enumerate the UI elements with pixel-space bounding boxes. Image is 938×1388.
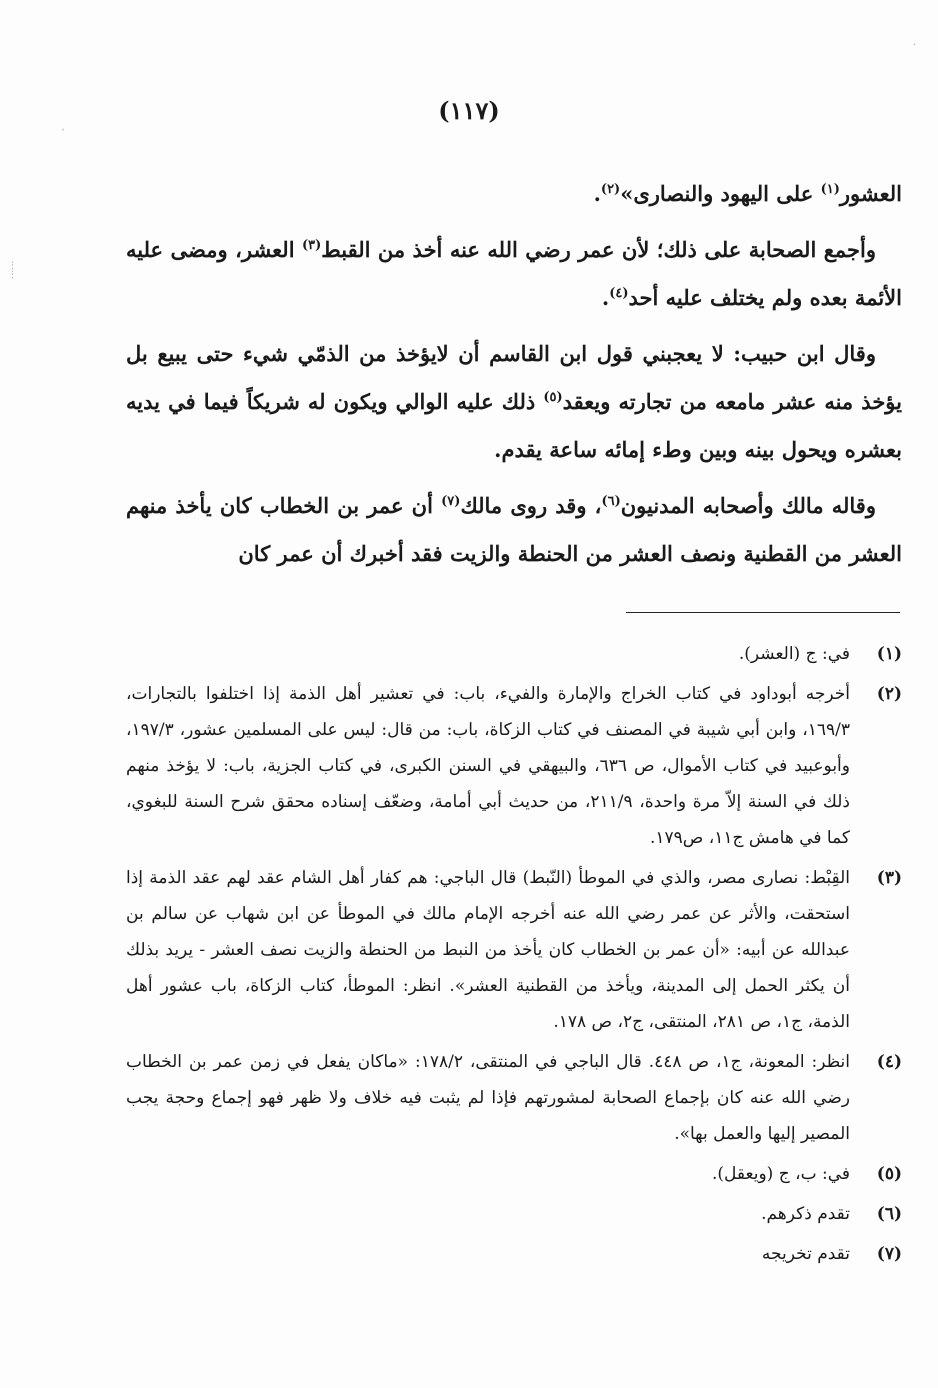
footnote-number: (٧): [876, 1244, 902, 1264]
footnote-ref-7[interactable]: (٧): [441, 494, 461, 509]
text-run: ذلك عليه الوالي ويكون له شريكاً فيما في يديه بعشره ويحول بينه وبين وطء إمائه ساعة يقدم.: [126, 389, 902, 462]
footnote-5: [126, 1156, 902, 1192]
footnote-2: [126, 676, 902, 856]
paragraph-3: [126, 330, 902, 474]
paragraph-2: [126, 226, 902, 322]
scan-margin-marks: ⋮ ⋮: [8, 261, 17, 280]
footnote-number: (١): [876, 644, 902, 664]
footnote-7: [126, 1236, 902, 1272]
footnote-ref-1[interactable]: (١): [820, 182, 840, 197]
footnote-6: [126, 1196, 902, 1232]
footnote-text: القِبْط: نصارى مصر، والذي في الموطأ (النّبط) قال الباجي: هم كفار أهل الشام عقد لهم عقد الذمة إذا استحقت، والأثر عن عمر رضي الله عنه أخرجه الإمام مالك في الموطأ عن ابن شهاب عن سالم بن عبدالله عن أبيه: «أن عمر بن الخطاب كان يأخذ من النبط من الحنطة والزيت نصف العشر - يريد بذلك أن يكثر الحمل إلى المدينة، ويأخذ من القطنية العشر». انظر: الموطأ، كتاب الزكاة، باب عشور أهل الذمة، ج١، ص ٢٨١، المنتقى، ج٢، ص ١٧٨.: [126, 868, 850, 1032]
footnote-text: أخرجه أبوداود في كتاب الخراج والإمارة والفيء، باب: في تعشير أهل الذمة إذا اختلفوا بالتجارات، ١٦٩/٣، وابن أبي شيبة في المصنف في كتاب الزكاة، باب: من قال: ليس على المسلمين عشور، ١٩٧/٣، وأبوعبيد في كتاب الأموال، ص ٦٣٦، والبيهقي في السنن الكبرى، في كتاب الجزية، باب: لا يؤخذ منهم ذلك في السنة إلاّ مرة واحدة، ٢١١/٩، من حديث أبي أمامة، وضعّف إسناده محقق شرح السنة للبغوي، كما في هامش ج١١، ص١٧٩.: [126, 684, 850, 848]
footnote-number: (٦): [876, 1204, 902, 1224]
footnote-text: تقدم ذكرهم.: [761, 1204, 850, 1224]
footnote-separator: [626, 612, 900, 613]
text-run: العشور: [839, 181, 902, 206]
footnotes-section: [126, 636, 902, 1276]
footnote-3: [126, 860, 902, 1040]
footnote-number: (٢): [876, 684, 902, 704]
text-run: وقال ابن حبيب: لا يعجبني قول ابن القاسم أن لايؤخذ من الذمّي شيء حتى يبيع بل يؤخذ منه عشر مامعه من تجارته ويعقد: [126, 341, 902, 414]
footnote-ref-3[interactable]: (٣): [302, 238, 322, 253]
footnote-4: [126, 1044, 902, 1152]
footnote-ref-4[interactable]: (٤): [609, 286, 629, 301]
footnote-ref-6[interactable]: (٦): [601, 494, 621, 509]
scan-speck: ˏ: [60, 120, 65, 131]
paragraph-4: [126, 482, 902, 578]
text-run: أن عمر بن الخطاب كان يأخذ منهم العشر من القطنية ونصف العشر من الحنطة والزيت فقد أخبرك أن عمر كان: [126, 493, 902, 566]
text-run: .: [593, 181, 601, 206]
main-text: [126, 170, 902, 586]
footnote-1: [126, 636, 902, 672]
text-run: ، وقد روى مالك: [460, 493, 602, 518]
footnote-text: تقدم تخريجه: [761, 1244, 850, 1264]
text-run: على اليهود والنصارى»: [620, 181, 821, 206]
footnote-number: (٥): [876, 1164, 902, 1184]
footnote-number: (٣): [876, 868, 902, 888]
footnote-text: انظر: المعونة، ج١، ص ٤٤٨. قال الباجي في المنتقى، ١٧٨/٢: «ماكان يفعل في زمن عمر بن الخطاب رضي الله عنه كان بإجماع الصحابة لمشورتهم فإذا لم يثبت فيه خلاف ولا ظهر فهو إجماع وحجة يجب المصير إليها والعمل بها».: [126, 1052, 850, 1144]
footnote-text: في: ب، ج (ويعقل).: [712, 1164, 850, 1184]
text-run: وأجمع الصحابة على ذلك؛ لأن عمر رضي الله عنه أخذ من القبط: [321, 237, 877, 262]
paragraph-1: [126, 170, 902, 218]
text-run: العشر، ومضى عليه الأئمة بعده ولم يختلف عليه أحد: [126, 237, 902, 310]
footnote-text: في: ج (العشر).: [738, 644, 850, 664]
scan-speck: ·: [912, 40, 916, 51]
footnote-ref-2[interactable]: (٢): [600, 182, 621, 197]
page-number: (١١٧): [438, 96, 500, 125]
text-run: وقاله مالك وأصحابه المدنيون: [620, 493, 876, 518]
footnote-number: (٤): [876, 1052, 902, 1072]
footnote-ref-5[interactable]: (٥): [543, 390, 563, 405]
text-run: .: [601, 285, 610, 310]
